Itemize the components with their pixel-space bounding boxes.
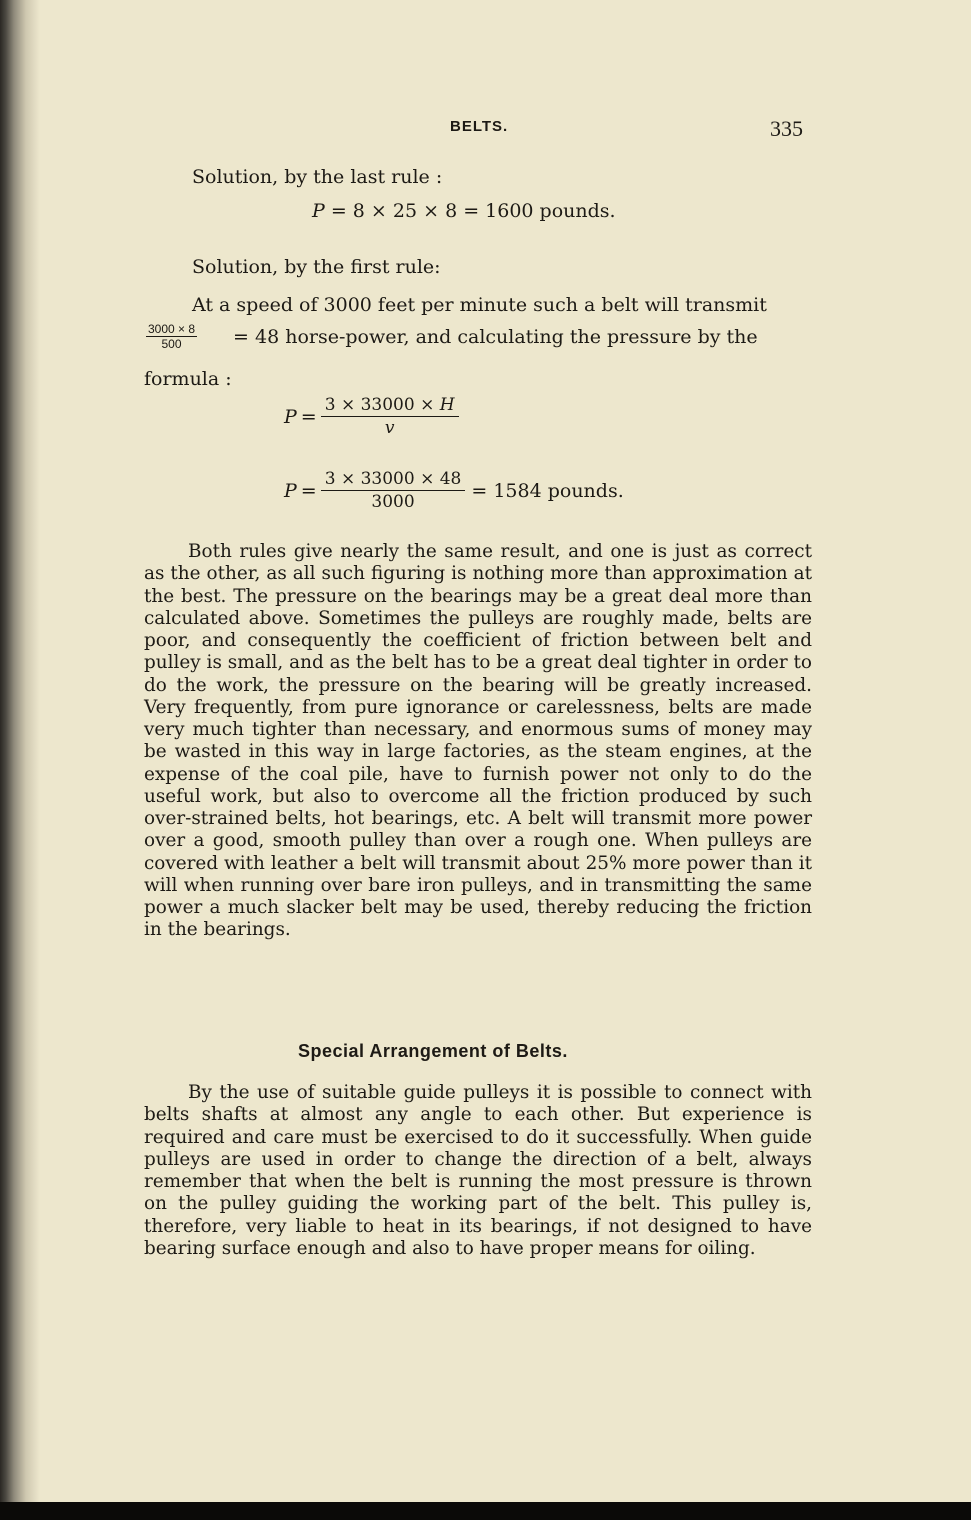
section-paragraph-text: By the use of suitable guide pulleys it is possible to connect with belts shafts at almost any angle to each other. But experience is required and care must be exercised to do it successfully. When guide pulleys are used in order to change the direction of a belt, always remember that when the belt is running the most pressure is thrown on the pulley guiding the working part of the belt. This pulley is, therefore, very liable to heat in its bearings, if not designed to have bearing surface enough and also to have proper means for oiling. bbox=[144, 1082, 812, 1259]
section-paragraph bbox=[144, 1082, 812, 1260]
equation-lhs: P bbox=[312, 200, 325, 222]
equation-last-rule bbox=[312, 200, 616, 222]
formula-label: formula : bbox=[144, 368, 232, 390]
formula-numerator bbox=[321, 394, 459, 417]
page-binding-shadow bbox=[0, 0, 40, 1520]
formula-numerator-var: H bbox=[439, 395, 455, 415]
page-number: 335 bbox=[770, 116, 803, 141]
result-fraction bbox=[321, 468, 466, 513]
formula-fraction bbox=[321, 394, 459, 439]
speed-line: At a speed of 3000 feet per minute such a belt will transmit bbox=[192, 294, 767, 316]
result-equals: = bbox=[300, 479, 317, 502]
formula-denominator: v bbox=[384, 418, 395, 438]
solution-last-intro: Solution, by the last rule : bbox=[192, 166, 443, 188]
result-rhs: = 1584 pounds. bbox=[471, 479, 624, 502]
result-lhs: P bbox=[284, 479, 297, 502]
hp-fraction-numerator: 3000 × 8 bbox=[148, 322, 196, 336]
hp-fraction bbox=[146, 322, 197, 351]
running-head: BELTS. bbox=[450, 118, 509, 135]
pressure-result bbox=[284, 468, 624, 513]
result-denominator: 3000 bbox=[371, 492, 415, 512]
hp-fraction-denominator: 500 bbox=[161, 337, 182, 351]
rules-paragraph bbox=[144, 541, 812, 942]
formula-numerator-prefix: 3 × 33000 × bbox=[324, 395, 440, 415]
formula-lhs: P bbox=[284, 405, 297, 428]
section-heading: Special Arrangement of Belts. bbox=[298, 1041, 568, 1061]
rules-paragraph-text: Both rules give nearly the same result, and one is just as correct as the other, as all such figuring is nothing more than approximation at the best. The pressure on the bearings may be a great deal more than calculated above. Sometimes the pulleys are roughly made, belts are poor, and consequently the coefficient of friction between belt and pulley is small, and as the belt has to be a great deal tighter in order to do the work, the pressure on the bearing will be greatly increased. Very frequently, from pure ignorance or carelessness, belts are made very much tighter than necessary, and enormous sums of money may be wasted in this way in large factories, as the steam engines, at the expense of the coal pile, have to furnish power not only to do the useful work, but also to overcome all the friction produced by such over-strained belts, hot bearings, etc. A belt will transmit more power over a good, smooth pulley than over a rough one. When pulleys are covered with leather a belt will transmit about 25% more power than it will when running over bare iron pulleys, and in transmitting the same power a much slacker belt may be used, thereby reducing the friction in the bearings. bbox=[144, 541, 812, 941]
horsepower-line bbox=[146, 322, 758, 351]
solution-first-intro: Solution, by the first rule: bbox=[192, 256, 441, 278]
formula-equals: = bbox=[300, 405, 317, 428]
equation-rhs: = 8 × 25 × 8 = 1600 pounds. bbox=[330, 200, 616, 222]
pressure-formula bbox=[284, 394, 459, 439]
page-bottom-edge bbox=[0, 1502, 971, 1520]
result-numerator: 3 × 33000 × 48 bbox=[321, 468, 466, 491]
hp-text: = 48 horse-power, and calculating the pressure by the bbox=[233, 325, 758, 348]
